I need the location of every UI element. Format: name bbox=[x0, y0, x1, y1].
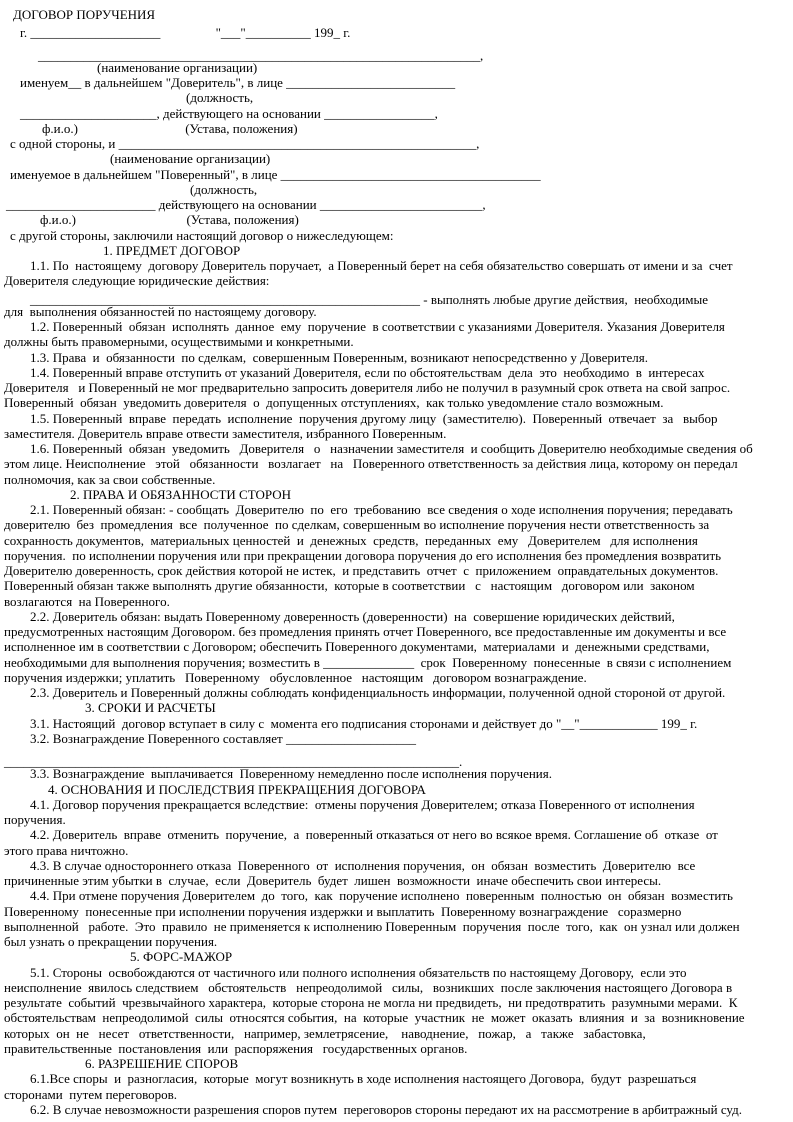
clause-2-1: 2.1. Поверенный обязан: - сообщать Доверителю по его требованию все сведения о ходе исполнения поручения; передавать bbox=[30, 502, 733, 517]
section-heading-5: 5. ФОРС-МАЖОР bbox=[130, 949, 233, 965]
paragraph-line: правительственные постановления или распоряжения государственных органов. bbox=[4, 1040, 468, 1056]
paragraph-line: Доверителя и Поверенный не мог предварительно запросить доверителя либо не получил в разумный срок ответа на свой запрос. bbox=[4, 380, 731, 395]
clause-6-2: 6.2. В случае невозможности разрешения споров путем переговоров стороны передают их на рассмотрение в арбитражный суд. bbox=[30, 1101, 742, 1117]
fio-hint: ф.и.о.) (Устава, положения) bbox=[40, 212, 299, 228]
paragraph-line: заместителя. Доверитель вправе отвести заместителя, избранного Поверенным. bbox=[4, 425, 447, 441]
paragraph-line: обстоятельствам непреодолимой силы относятся события, на которые участник не может оказать влияния и за возникновение bbox=[4, 1010, 745, 1026]
clause-3-2: 3.2. Вознаграждение Поверенного составляет ____________________ bbox=[30, 730, 416, 746]
paragraph-line: доверителю без промедления все полученное по сделкам, совершенным во исполнение поручения нести ответственность за bbox=[4, 517, 710, 533]
paragraph-line: поручения. по исполнении поручения или при прекращении договора поручения до его исполнения без промедления возвратить bbox=[4, 547, 722, 563]
paragraph-line: причиненные этим убытки в случае, если Доверитель будет лишен возможности иначе обеспечить свои интересы. bbox=[4, 873, 662, 888]
clause-1-4: 1.4. Поверенный вправе отступить от указаний Доверителя, если по обстоятельствам дела это необходимо в интересах bbox=[30, 364, 705, 380]
paragraph-line: неисполнение явилось следствием обстоятельств непреодолимой силы, возникших после заключения настоящего Договора в bbox=[4, 979, 733, 995]
clause-1-2: 1.2. Поверенный обязан исполнять данное ему поручение в соответствии с указаниями Доверителя. Указания Доверителя bbox=[30, 319, 725, 334]
paragraph-line: должны быть правомерными, осуществимыми и конкретными. bbox=[4, 334, 354, 350]
section-heading-1: 1. ПРЕДМЕТ ДОГОВОР bbox=[103, 242, 241, 258]
paragraph-line: Доверителя следующие юридические действия: bbox=[4, 273, 270, 289]
clause-1-6: 1.6. Поверенный обязан уведомить Доверителя о назначении заместителя и сообщить Доверителю необходимые сведения об bbox=[30, 441, 753, 456]
clause-1-1: 1.1. По настоящему договору Доверитель поручает, а Поверенный берет на себя обязательство совершать от имени и за счет bbox=[30, 258, 733, 273]
paragraph-line: результате событий чрезвычайного характера, которые сторона не могла ни предвидеть, ни предотвратить разумными мерами. К bbox=[4, 995, 738, 1010]
paragraph-line: этом лице. Неисполнение этой обязанности возлагает на Поверенного ответственность за действия лица, которому он передал bbox=[4, 456, 738, 472]
section-heading-6: 6. РАЗРЕШЕНИЕ СПОРОВ bbox=[85, 1056, 239, 1071]
party-line: именуемое в дальнейшем "Поверенный", в лице ________________________________________ bbox=[10, 166, 541, 182]
clause-4-2: 4.2. Доверитель вправе отменить поручение, а поверенный отказаться от него во всякое время. Соглашение об отказе от bbox=[30, 827, 718, 843]
org-name-hint: (наименование организации) bbox=[110, 151, 271, 167]
basis-line: _____________________, действующего на основании _________________, bbox=[20, 105, 438, 121]
clause-3-1: 3.1. Настоящий договор вступает в силу с момента его подписания сторонами и действует до "__"____________ 199_ г. bbox=[30, 715, 698, 731]
fill-in-line: ______________________________________________________________________. bbox=[4, 754, 463, 769]
paragraph-line: возлагаются на Поверенного. bbox=[4, 593, 170, 609]
paragraph-line: Поверенный обязан также выполнять другие обязанности, которые в соответствии с настоящим договором или законом bbox=[4, 578, 695, 594]
party-line: с одной стороны, и _______________________________________________________, bbox=[10, 136, 480, 151]
clause-2-3: 2.3. Доверитель и Поверенный должны соблюдать конфиденциальность информации, полученной одной стороной от другой. bbox=[30, 685, 726, 700]
paragraph-line: которых он не несет ответственности, например, землетрясение, наводнение, пожар, а также забастовка, bbox=[4, 1025, 646, 1041]
paragraph-line: для выполнения обязанностей по настоящему договору. bbox=[4, 303, 317, 319]
paragraph-line: сохранность документов, материальных ценностей и денежных средств, переданных ему Доверителем для исполнения bbox=[4, 532, 698, 548]
paragraph-line: предусмотренных настоящим Договором. без промедления принять отчет Поверенного, все предоставленные им документы и все bbox=[4, 624, 727, 639]
clause-4-3: 4.3. В случае одностороннего отказа Поверенного от исполнения поручения, он обязан возместить Доверителю все bbox=[30, 857, 696, 873]
clause-6-1: 6.1.Все споры и разногласия, которые могут возникнуть в ходе исполнения настоящего Договора, будут разрешаться bbox=[30, 1071, 697, 1087]
fill-in-line: ____________________________________________________________________, bbox=[38, 47, 484, 63]
position-hint: (должность, bbox=[186, 90, 254, 106]
position-hint: (должность, bbox=[190, 181, 258, 197]
party-line: именуем__ в дальнейшем "Доверитель", в лице __________________________ bbox=[20, 75, 456, 90]
clause-1-3: 1.3. Права и обязанности по сделкам, совершенным Поверенным, возникают непосредственно у Доверителя. bbox=[30, 349, 648, 365]
section-heading-2: 2. ПРАВА И ОБЯЗАННОСТИ СТОРОН bbox=[70, 486, 292, 502]
paragraph-line: необходимыми для выполнения поручения; возместить в ______________ срок Поверенному понесенные в связи с исполнением bbox=[4, 654, 732, 670]
fill-in-line: ____________________________________________________________ - выполнять любые другие действия, необходимые bbox=[30, 291, 708, 307]
party-line: с другой стороны, заключили настоящий договор о нижеследующем: bbox=[10, 227, 394, 243]
paragraph-line: Поверенный обязан уведомить доверителя о допущенных отступлениях, как только уведомление стало возможным. bbox=[4, 395, 664, 411]
paragraph-line: исполненное им в соответствии с Договором; обеспечить Поверенного документами, материалами и денежными средствами, bbox=[4, 639, 710, 655]
paragraph-line: этого права ничтожно. bbox=[4, 842, 129, 858]
city-date-line: г. ____________________ "___"__________ 199_ г. bbox=[20, 25, 351, 41]
clause-1-5: 1.5. Поверенный вправе передать исполнение поручения другому лицу (заместителю). Поверенный отвечает за выбор bbox=[30, 410, 718, 426]
doc-title: ДОГОВОР ПОРУЧЕНИЯ bbox=[13, 7, 156, 22]
clause-3-3: 3.3. Вознаграждение выплачивается Поверенному немедленно после исполнения поручения. bbox=[30, 766, 552, 782]
paragraph-line: был узнать о прекращении поручения. bbox=[4, 934, 218, 949]
paragraph-line: Доверителю доверенность, срок действия которой не истек, и представить отчет с приложением оправдательных документов. bbox=[4, 563, 719, 578]
fio-hint: ф.и.о.) (Устава, положения) bbox=[42, 120, 298, 136]
section-heading-3: 3. СРОКИ И РАСЧЕТЫ bbox=[85, 700, 216, 716]
org-name-hint: (наименование организации) bbox=[97, 59, 258, 75]
section-heading-4: 4. ОСНОВАНИЯ И ПОСЛЕДСТВИЯ ПРЕКРАЩЕНИЯ ДОГОВОРА bbox=[48, 781, 426, 797]
paragraph-line: поручения издержки; уплатить Поверенному обусловленное настоящим договором вознаграждение. bbox=[4, 669, 587, 685]
paragraph-line: выполненной работе. Это правило не применяется к исполнению Поверенным поручения после того, как он узнал или должен bbox=[4, 918, 740, 934]
clause-4-4: 4.4. При отмене поручения Доверителем до того, как поручение исполнено поверенным полностью он обязан возместить bbox=[30, 888, 733, 904]
paragraph-line: полномочия, как за свои собственные. bbox=[4, 471, 216, 487]
clause-5-1: 5.1. Стороны освобождаются от частичного или полного исполнения обязательств по настоящему Договору, если это bbox=[30, 964, 687, 980]
clause-4-1: 4.1. Договор поручения прекращается вследствие: отмены поручения Доверителем; отказа Поверенного от исполнения bbox=[30, 796, 695, 812]
basis-line: _______________________ действующего на основании _________________________, bbox=[6, 197, 486, 212]
paragraph-line: Поверенному понесенные при исполнении поручения издержки и выплатить Поверенному вознаграждение соразмерно bbox=[4, 903, 682, 919]
paragraph-line: сторонами путем переговоров. bbox=[4, 1086, 178, 1102]
paragraph-line: поручения. bbox=[4, 812, 66, 827]
clause-2-2: 2.2. Доверитель обязан: выдать Поверенному доверенность (доверенности) на совершение юридических действий, bbox=[30, 608, 675, 624]
